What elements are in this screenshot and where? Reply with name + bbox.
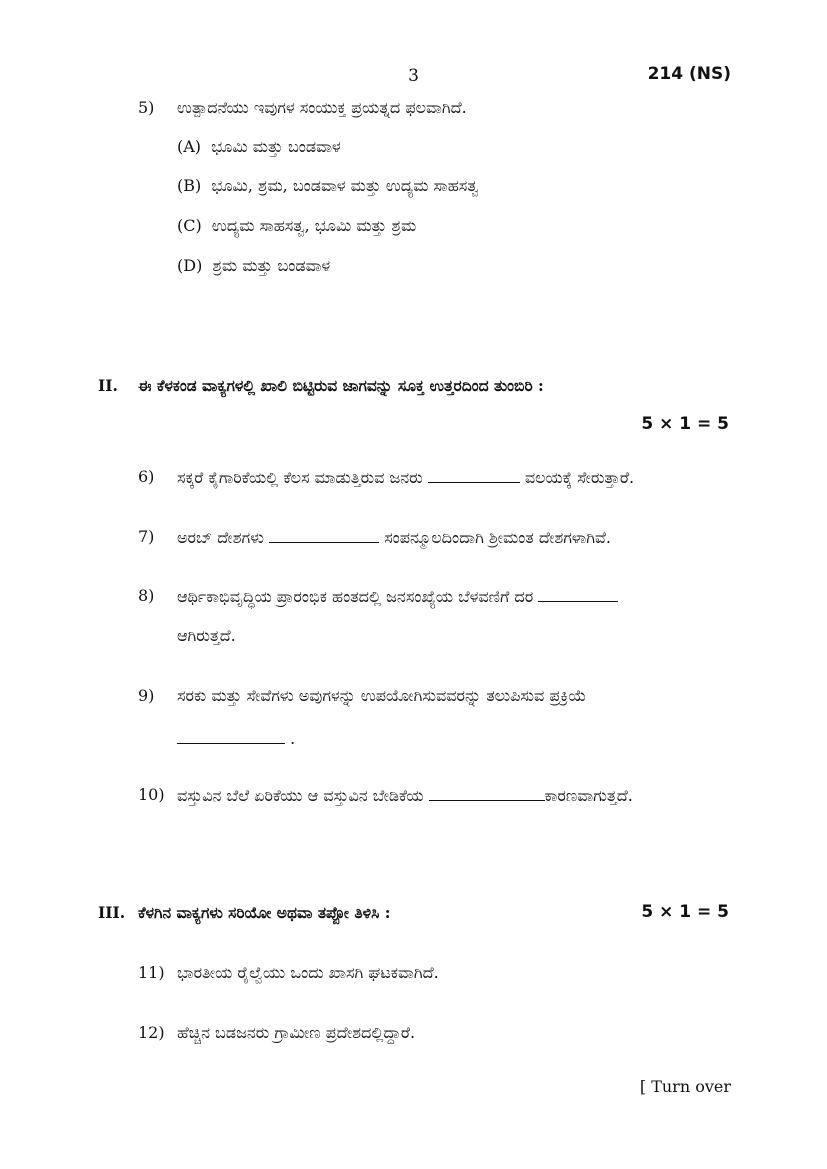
question-6-text-before: ಸಕ್ಕರೆ ಕೈಗಾರಿಕೆಯಲ್ಲಿ ಕೆಲಸ ಮಾಡುತ್ತಿರುವ ಜನರು — [177, 468, 423, 487]
question-6-text-after: ವಲಯಕ್ಕೆ ಸೇರುತ್ತಾರೆ. — [524, 468, 635, 487]
option-b — [177, 176, 479, 196]
option-text: ಉದ್ಯಮ ಸಾಹಸತ್ವ, ಭೂಮಿ ಮತ್ತು ಶ್ರಮ — [211, 216, 417, 235]
question-8-line-1 — [177, 585, 618, 608]
option-a — [177, 137, 341, 157]
question-10-text-before: ವಸ್ತುವಿನ ಬೆಲೆ ಏರಿಕೆಯು ಆ ವಸ್ತುವಿನ ಬೇಡಿಕೆಯ — [177, 786, 424, 805]
option-text: ಶ್ರಮ ಮತ್ತು ಬಂಡವಾಳ — [212, 256, 331, 275]
question-11-text: ಭಾರತೀಯ ರೈಲ್ವೆಯು ಒಂದು ಖಾಸಗಿ ಘಟಕವಾಗಿದೆ. — [177, 963, 439, 982]
option-text: ಭೂಮಿ ಮತ್ತು ಬಂಡವಾಳ — [211, 137, 341, 156]
question-9-number: 9) — [138, 686, 155, 705]
question-7-text-after: ಸಂಪನ್ಮೂಲದಿಂದಾಗಿ ಶ್ರೀಮಂತ ದೇಶಗಳಾಗಿವೆ. — [384, 528, 611, 547]
question-6 — [177, 466, 634, 489]
section-3-instruction: ಕೆಳಗಿನ ವಾಕ್ಯಗಳು ಸರಿಯೋ ಅಥವಾ ತಪ್ಪೋ ತಿಳಿಸಿ : — [138, 903, 391, 922]
answer-blank[interactable] — [428, 466, 520, 483]
option-label: (D) — [177, 256, 203, 275]
section-2-numeral: II. — [98, 376, 118, 395]
question-12-number: 12) — [138, 1023, 165, 1042]
question-8-line-2: ಆಗಿರುತ್ತದೆ. — [177, 626, 236, 645]
paper-code: 214 (NS) — [647, 64, 731, 84]
question-9-end: . — [290, 729, 296, 748]
answer-blank[interactable] — [177, 727, 285, 744]
answer-blank[interactable] — [429, 784, 545, 801]
question-9-line-2 — [177, 727, 295, 750]
option-c — [177, 216, 416, 236]
section-2-instruction: ಈ ಕೆಳಕಂಡ ವಾಕ್ಯಗಳಲ್ಲಿ ಖಾಲಿ ಬಿಟ್ಟಿರುವ ಜಾಗವನ್ನು ಸೂಕ್ತ ಉತ್ತರದಿಂದ ತುಂಬಿರಿ : — [138, 376, 544, 395]
page-number: 3 — [408, 66, 419, 86]
answer-blank[interactable] — [269, 526, 379, 543]
section-3-marks: 5 × 1 = 5 — [641, 902, 729, 922]
question-8-number: 8) — [138, 586, 155, 605]
option-d — [177, 256, 330, 276]
answer-blank[interactable] — [538, 585, 618, 602]
section-2-marks: 5 × 1 = 5 — [641, 414, 729, 434]
option-label: (A) — [177, 137, 202, 156]
question-10-number: 10) — [138, 785, 165, 804]
question-10 — [177, 784, 633, 807]
option-label: (C) — [177, 216, 202, 235]
question-12-text: ಹೆಚ್ಚಿನ ಬಡಜನರು ಗ್ರಾಮೀಣ ಪ್ರದೇಶದಲ್ಲಿದ್ದಾರೆ. — [177, 1023, 416, 1042]
question-10-text-after: ಕಾರಣವಾಗುತ್ತದೆ. — [544, 786, 633, 805]
question-6-number: 6) — [138, 467, 155, 486]
question-5-text: ಉತ್ಪಾದನೆಯು ಇವುಗಳ ಸಂಯುಕ್ತ ಪ್ರಯತ್ನದ ಫಲವಾಗಿದೆ. — [177, 98, 467, 117]
question-7 — [177, 526, 611, 549]
question-9-line-1: ಸರಕು ಮತ್ತು ಸೇವೆಗಳು ಅವುಗಳನ್ನು ಉಪಯೋಗಿಸುವವರನ್ನು ತಲುಪಿಸುವ ಪ್ರಕ್ರಿಯೆ — [177, 686, 587, 705]
turn-over-note: [ Turn over — [639, 1077, 731, 1096]
question-11-number: 11) — [138, 963, 165, 982]
option-text: ಭೂಮಿ, ಶ್ರಮ, ಬಂಡವಾಳ ಮತ್ತು ಉದ್ಯಮ ಸಾಹಸತ್ವ — [211, 176, 479, 195]
option-label: (B) — [177, 176, 202, 195]
question-8-text: ಆರ್ಥಿಕಾಭಿವೃದ್ಧಿಯ ಪ್ರಾರಂಭಿಕ ಹಂತದಲ್ಲಿ ಜನಸಂಖ್ಯೆಯ ಬೆಳವಣಿಗೆ ದರ — [177, 587, 534, 606]
question-7-text-before: ಅರಬ್ ದೇಶಗಳು — [177, 528, 264, 547]
question-7-number: 7) — [138, 527, 155, 546]
question-5-number: 5) — [138, 98, 155, 117]
section-3-numeral: III. — [98, 903, 126, 922]
